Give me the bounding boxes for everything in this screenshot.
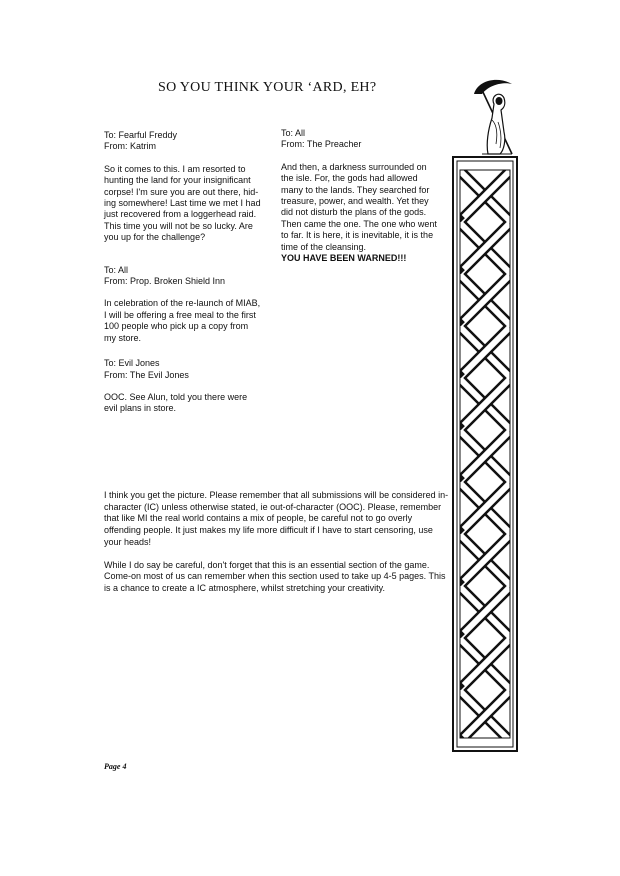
warning-line: YOU HAVE BEEN WARNED!!! [281, 253, 407, 264]
message-header [104, 130, 276, 153]
body-line: And then, a darkness surrounded on [281, 161, 427, 172]
celtic-knot-border [452, 156, 518, 752]
body-line: corpse! I'm sure you are out there, hid- [104, 186, 259, 197]
body-line: 100 people who pick up a copy from [104, 321, 249, 332]
page-number: Page 4 [104, 762, 127, 771]
message-to: To: All [281, 128, 306, 138]
body-line: to far. It is here, it is inevitable, it is the [281, 230, 434, 241]
message-evil-jones [104, 358, 276, 415]
body-line: the isle. For, the gods had allowed [281, 173, 418, 184]
body-line: just recovered from a loggerhead raid. [104, 209, 257, 220]
message-from: From: The Preacher [281, 139, 362, 150]
body-line: Then came the one. The one who went [281, 218, 437, 229]
body-line: OOC. See Alun, told you there were [104, 391, 248, 402]
message-body [104, 298, 276, 344]
closing-paragraph: I think you get the picture. Please remember that all submissions will be considered in-character (IC) unless otherwise stated, ie out-of-character (OOC). Please, remember that like MI the real world contains a mix of people, be careful not to go overly offending people. It just makes my life more difficult if I have to start censoring, use your heads! [104, 490, 449, 547]
body-line: In celebration of the re-launch of MIAB, [104, 298, 261, 309]
body-line: you up for the challenge? [104, 232, 206, 243]
grim-reaper-illustration [468, 74, 522, 158]
message-inn [104, 265, 276, 344]
message-from: From: Katrim [104, 141, 157, 152]
page-title: SO YOU THINK YOUR ‘ARD, EH? [158, 80, 377, 95]
message-preacher [281, 128, 451, 264]
message-freddy [104, 130, 276, 244]
message-to: To: Fearful Freddy [104, 130, 178, 140]
body-line: my store. [104, 332, 142, 343]
body-line: ing somewhere! Last time we met I had [104, 198, 261, 209]
body-line: many to the lands. They searched for [281, 184, 430, 195]
body-line: time of the cleansing. [281, 241, 367, 252]
message-header [104, 358, 276, 381]
body-line: I will be offering a free meal to the first [104, 309, 256, 320]
message-from: From: The Evil Jones [104, 369, 189, 380]
body-line: treasure, power, and wealth. Yet they [281, 196, 429, 207]
closing-paragraph: While I do say be careful, don't forget that this is an essential section of the game. Come-on most of us can remember when this section used to take up 4-5 pages. This is a chance to create a IC atmosphere, whilst stretching your creativity. [104, 559, 446, 593]
message-body [104, 392, 276, 415]
message-header [104, 265, 276, 288]
message-header [281, 128, 451, 151]
body-line: So it comes to this. I am resorted to [104, 163, 246, 174]
body-line: evil plans in store. [104, 403, 177, 414]
body-line: did not disturb the plans of the gods. [281, 207, 427, 218]
closing-section [104, 490, 450, 606]
message-to: To: All [104, 264, 129, 275]
right-column [281, 128, 451, 277]
message-body [104, 164, 276, 244]
message-body [281, 162, 451, 265]
left-column [104, 130, 276, 428]
body-line: This time you will not be so lucky. Are [104, 220, 253, 231]
body-line: hunting the land for your insignificant [104, 175, 251, 186]
message-to: To: Evil Jones [104, 358, 160, 369]
message-from: From: Prop. Broken Shield Inn [104, 276, 226, 287]
